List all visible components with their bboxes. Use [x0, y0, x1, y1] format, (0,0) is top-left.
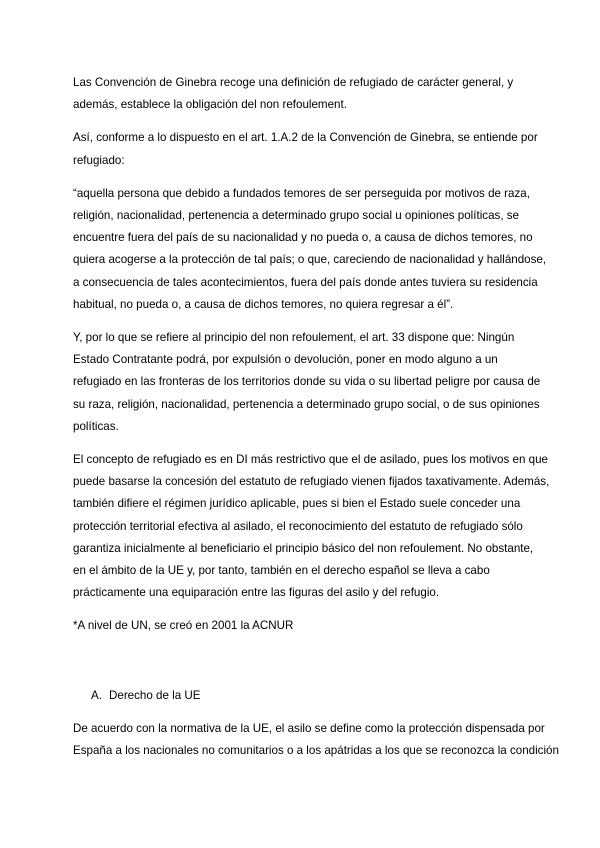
- paragraph-geneva-intro: [73, 72, 524, 116]
- paragraph-acnur-note: [73, 615, 524, 637]
- text-line: El concepto de refugiado es en DI más restrictivo que el de asilado, pues los motivos en que: [73, 453, 548, 467]
- section-heading: [73, 685, 524, 707]
- text-line: refugiado en las fronteras de los territorios donde su vida o su libertad peligre por causa de: [73, 375, 541, 389]
- section-marker: A.: [91, 688, 102, 702]
- text-line: Estado Contratante podrá, por expulsión o devolución, poner en modo alguno a un: [73, 353, 498, 367]
- text-line: refugiado:: [73, 153, 125, 167]
- text-line: “aquella persona que debido a fundados temores de ser perseguida por motivos de raza,: [73, 186, 530, 200]
- paragraph-eu-asylum: [73, 718, 559, 762]
- text-line: prácticamente una equiparación entre las figuras del asilo y del refugio.: [73, 586, 440, 600]
- text-line: Las Convención de Ginebra recoge una definición de refugiado de carácter general, y: [73, 76, 514, 89]
- paragraph-refugee-definition-quote: [73, 183, 547, 316]
- text-line: España a los nacionales no comunitarios o a los apátridas a los que se reconozca la condición: [73, 744, 559, 758]
- paragraph-non-refoulement: [73, 327, 541, 438]
- text-line: en el ámbito de la UE y, por tanto, también en el derecho español se lleva a cabo: [73, 564, 490, 578]
- text-line: De acuerdo con la normativa de la UE, el asilo se define como la protección dispensada por: [73, 721, 545, 735]
- text-line: Así, conforme a lo dispuesto en el art. 1.A.2 de la Convención de Ginebra, se entiende por: [73, 131, 538, 145]
- paragraph-art-1a2: [73, 127, 538, 171]
- text-line: encuentre fuera del país de su nacionalidad y no pueda o, a causa de dichos temores, no: [73, 231, 533, 245]
- text-line: habitual, no pueda o, a causa de dichos temores, no quiera regresar a él”.: [73, 297, 454, 311]
- text-line: protección territorial efectiva al asilado, el reconocimiento del estatuto de refugiado sólo: [73, 519, 523, 533]
- text-line: políticas.: [73, 419, 119, 433]
- text-line: además, establece la obligación del non refoulement.: [73, 98, 347, 112]
- text-line: religión, nacionalidad, pertenencia a determinado grupo social u opiniones políticas, se: [73, 209, 520, 223]
- text-line: puede basarse la concesión del estatuto de refugiado vienen fijados taxativamente. Además,: [73, 475, 550, 489]
- text-line: su raza, religión, nacionalidad, pertenencia a determinado grupo social, o de sus opiniones: [73, 397, 540, 411]
- text-line: garantiza inicialmente al beneficiario el principio básico del non refoulement. No obstante,: [73, 541, 534, 555]
- text-line: Y, por lo que se refiere al principio del non refoulement, el art. 33 dispone que: Ningún: [73, 331, 515, 345]
- text-line: también difiere el régimen jurídico aplicable, pues si bien el Estado suele conceder una: [73, 497, 521, 511]
- section-title: Derecho de la UE: [109, 688, 201, 702]
- text-line: a consecuencia de tales acontecimientos, fuera del país donde antes tuviera su residencia: [73, 275, 538, 289]
- paragraph-refugee-vs-asylum: [73, 449, 550, 604]
- spacer: [73, 649, 524, 685]
- text-line: quiera acogerse a la protección de tal país; o que, careciendo de nacionalidad y hallándose,: [73, 253, 547, 267]
- text-line: *A nivel de UN, se creó en 2001 la ACNUR: [73, 619, 294, 633]
